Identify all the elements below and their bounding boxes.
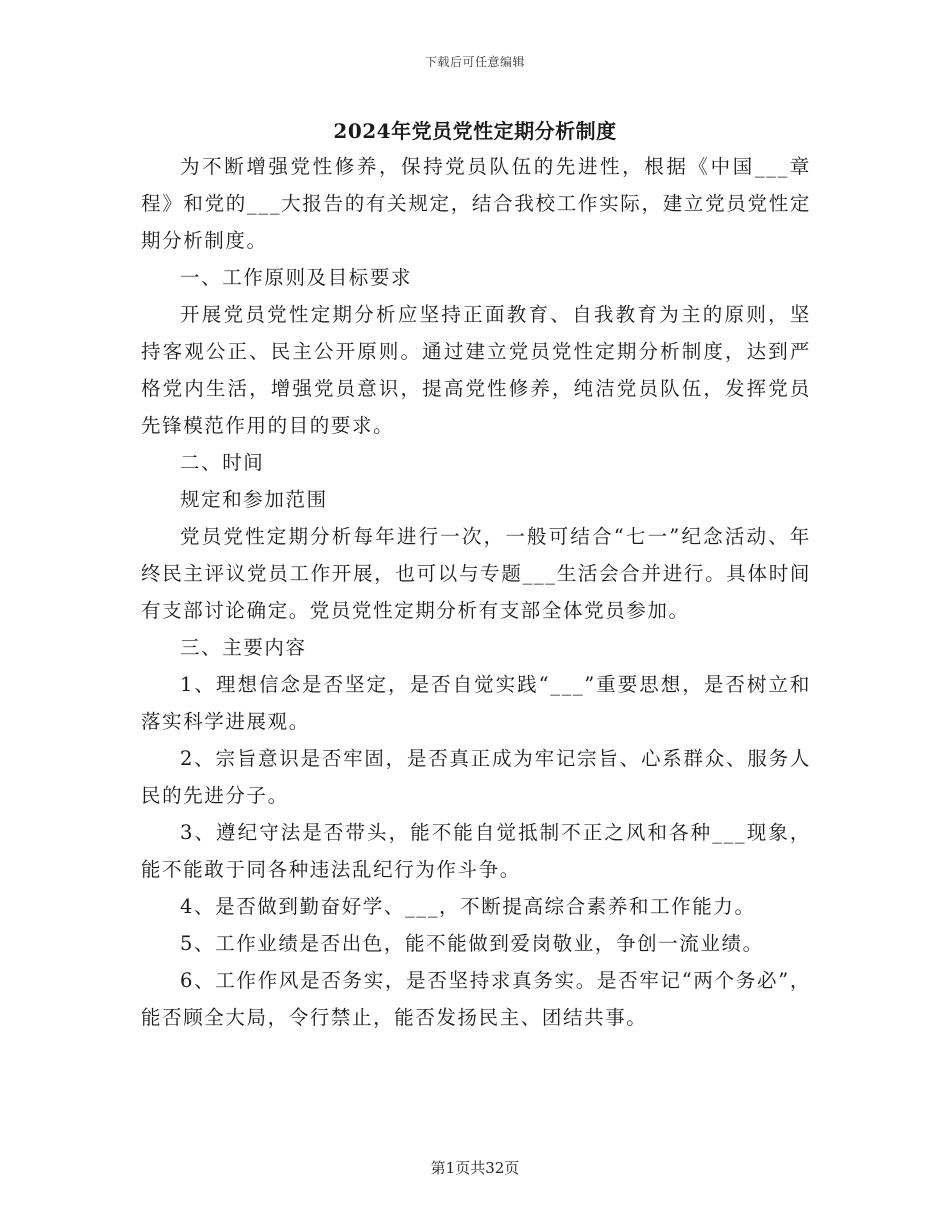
page-header-note: 下载后可任意编辑 [424, 55, 525, 69]
paragraph-principles: 开展党员党性定期分析应坚持正面教育、自我教育为主的原则，坚持客观公正、民主公开原则。通过建立党员党性定期分析制度，达到严格党内生活，增强党员意识，提高党性修养，纯洁党员队伍，发挥党员先锋模范作用的目的要求。 [141, 303, 811, 437]
document-body [141, 148, 811, 1036]
content-item-5: 5、工作业绩是否出色，能不能做到爱岗敬业，争创一流业绩。 [180, 932, 764, 955]
content-item-2: 2、宗旨意识是否牢固，是否真正成为牢记宗旨、心系群众、服务人民的先进分子。 [141, 747, 811, 807]
page-number: 第1页共32页 [430, 1159, 520, 1177]
paragraph-time-scope: 党员党性定期分析每年进行一次，一般可结合“七一”纪念活动、年终民主评议党员工作开展，也可以与专题___生活会合并进行。具体时间有支部讨论确定。党员党性定期分析有支部全体党员参加。 [141, 525, 811, 622]
section-heading-content: 三、主要内容 [180, 636, 307, 659]
content-item-1: 1、理想信念是否坚定，是否自觉实践“___”重要思想，是否树立和落实科学进展观。 [141, 673, 811, 733]
content-item-6: 6、工作作风是否务实，是否坚持求真务实。是否牢记“两个务必”，能否顾全大局，令行禁止，能否发扬民主、团结共事。 [141, 969, 811, 1029]
section-heading-principles: 一、工作原则及目标要求 [180, 266, 413, 289]
section-heading-time: 二、时间 [180, 451, 265, 474]
paragraph-intro: 为不断增强党性修养，保持党员队伍的先进性，根据《中国___章程》和党的___大报告的有关规定，结合我校工作实际，建立党员党性定期分析制度。 [141, 155, 811, 252]
content-item-4: 4、是否做到勤奋好学、___，不断提高综合素养和工作能力。 [180, 895, 756, 918]
document-title: 2024年党员党性定期分析制度 [333, 119, 617, 143]
paragraph-scope-heading: 规定和参加范围 [180, 488, 328, 511]
content-item-3: 3、遵纪守法是否带头，能不能自觉抵制不正之风和各种___现象，能不能敢于同各种违法乱纪行为作斗争。 [141, 821, 811, 881]
